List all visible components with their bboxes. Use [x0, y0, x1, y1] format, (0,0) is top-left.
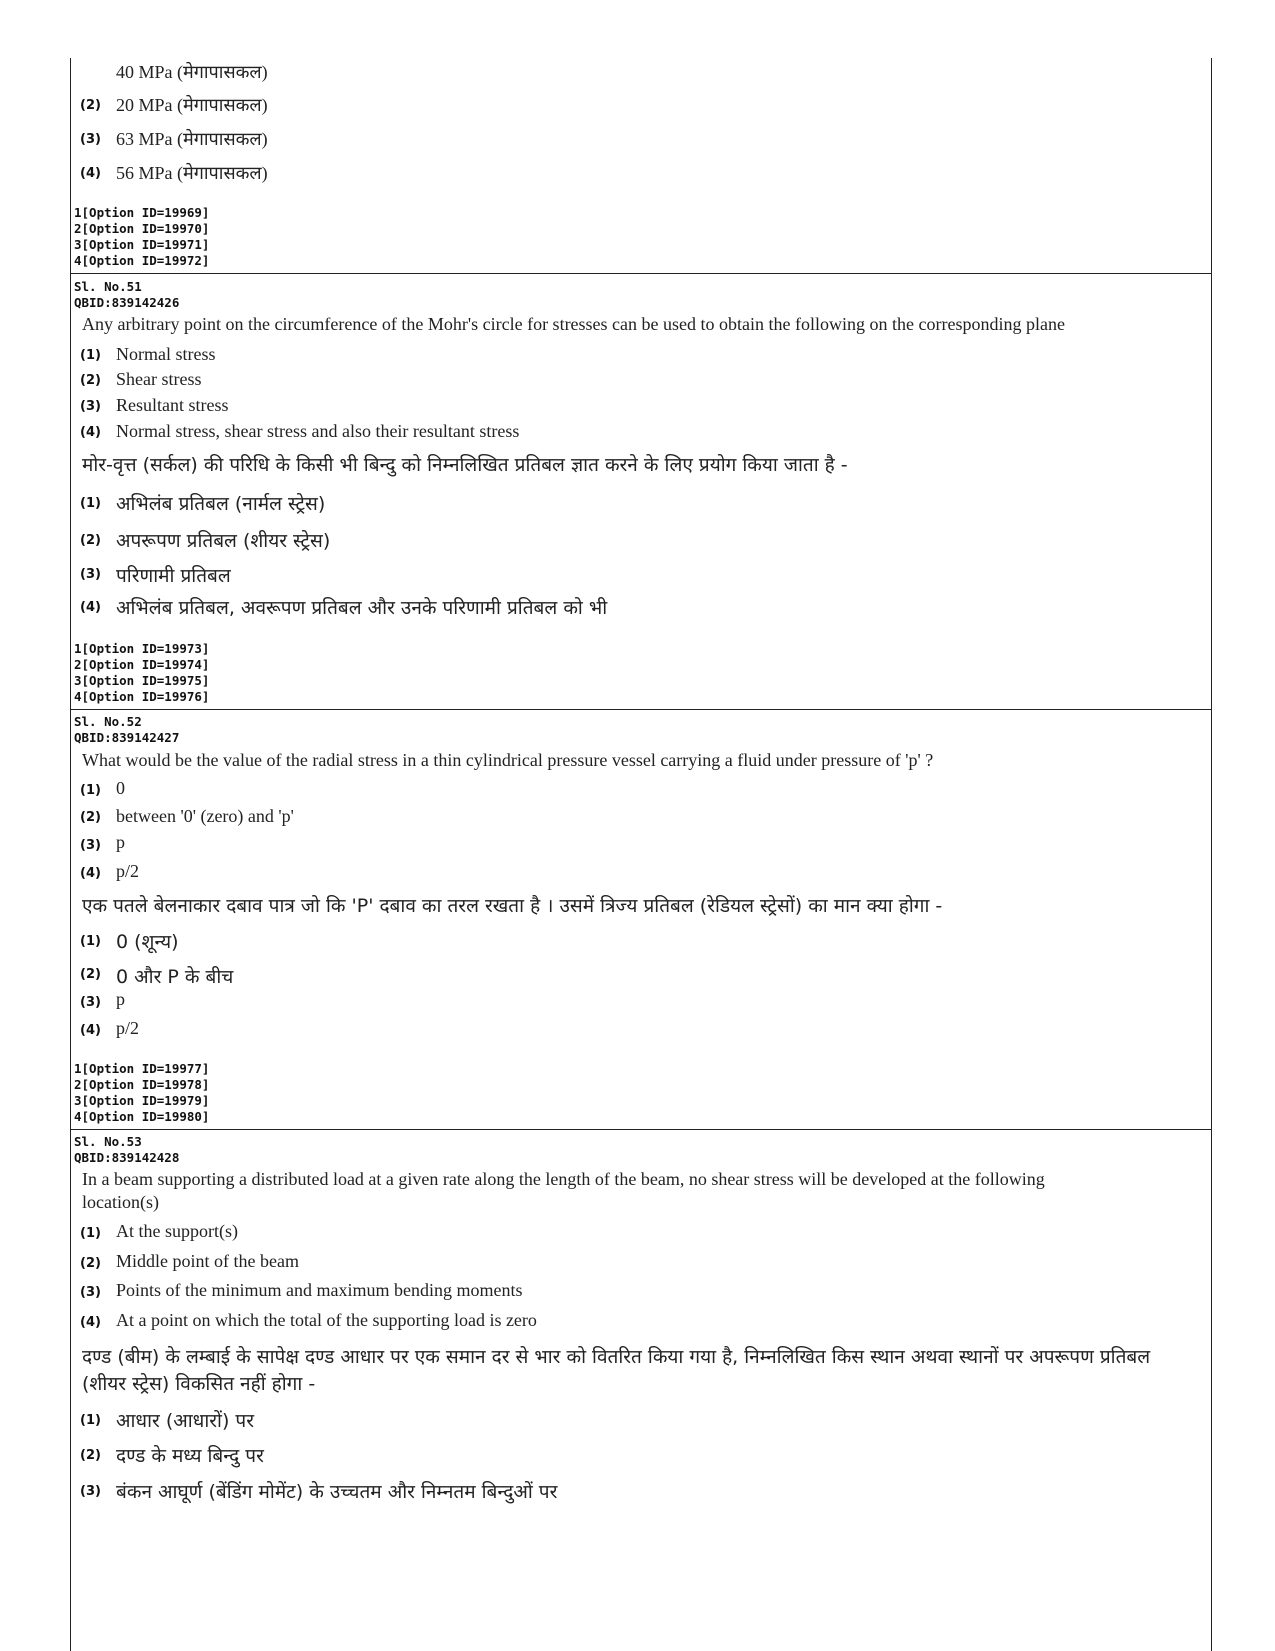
option-number: (2): [80, 98, 101, 113]
option-id: 2[Option ID=19970]: [74, 221, 210, 236]
option-text: Points of the minimum and maximum bending moments: [116, 1280, 523, 1300]
question-text-english: What would be the value of the radial stress in a thin cylindrical pressure vessel carrying a fluid under pressure of 'p' ?: [82, 750, 934, 770]
option-number: (1): [80, 496, 101, 511]
serial-number: Sl. No.52: [74, 714, 142, 729]
question-text-hindi: दण्ड (बीम) के लम्बाई के सापेक्ष दण्ड आधार पर एक समान दर से भार को वितरित किया गया है, निम्नलिखित किस स्थान अथवा स्थानों पर अपरूपण प्रतिबल (शीयर स्ट्रेस) विकसित नहीं होगा -: [82, 1346, 1151, 1395]
option-number: (3): [80, 132, 101, 147]
option-text: दण्ड के मध्य बिन्दु पर: [116, 1445, 264, 1467]
option-number: (1): [80, 1226, 101, 1241]
option-text: Middle point of the beam: [116, 1251, 299, 1271]
question-header: [74, 1134, 179, 1166]
question-divider: [70, 273, 1212, 274]
option-text: बंकन आघूर्ण (बेंडिंग मोमेंट) के उच्चतम और निम्नतम बिन्दुओं पर: [116, 1481, 558, 1503]
option-text: आधार (आधारों) पर: [116, 1410, 254, 1432]
option-text: p: [116, 832, 125, 852]
option-number: (3): [80, 567, 101, 582]
option-text: 56 MPa (मेगापासकल): [116, 163, 268, 183]
option-text: Normal stress, shear stress and also their resultant stress: [116, 421, 520, 441]
question-divider: [70, 1129, 1212, 1130]
option-number: (4): [80, 425, 101, 440]
option-id: 4[Option ID=19980]: [74, 1109, 210, 1124]
option-text: 20 MPa (मेगापासकल): [116, 95, 268, 115]
option-number: (2): [80, 1448, 101, 1463]
option-text: Shear stress: [116, 369, 202, 389]
option-id-list: [74, 1061, 209, 1125]
option-number: (2): [80, 1256, 101, 1271]
qbid: QBID:839142428: [74, 1150, 180, 1165]
option-id: 1[Option ID=19969]: [74, 205, 210, 220]
option-id: 1[Option ID=19977]: [74, 1061, 210, 1076]
option-text: p: [116, 989, 125, 1009]
option-number: (3): [80, 1484, 101, 1499]
option-text: Resultant stress: [116, 395, 229, 415]
qbid: QBID:839142426: [74, 295, 180, 310]
option-text: अभिलंब प्रतिबल (नार्मल स्ट्रेस): [116, 493, 326, 515]
option-text: between '0' (zero) and 'p': [116, 806, 294, 826]
question-divider: [70, 709, 1212, 710]
option-text: परिणामी प्रतिबल: [116, 565, 231, 587]
option-text: 0 (शून्य): [116, 931, 179, 953]
question-text-hindi: एक पतले बेलनाकार दबाव पात्र जो कि 'P' दबाव का तरल रखता है । उसमें त्रिज्य प्रतिबल (रेडियल स्ट्रेसों) का मान क्या होगा -: [82, 895, 943, 917]
option-number: (2): [80, 810, 101, 825]
question-header: [74, 714, 179, 746]
serial-number: Sl. No.53: [74, 1134, 142, 1149]
option-id: 2[Option ID=19978]: [74, 1077, 210, 1092]
option-id: 3[Option ID=19975]: [74, 673, 210, 688]
option-number: (4): [80, 166, 101, 181]
question-header: [74, 279, 179, 311]
question-text-hindi: मोर-वृत्त (सर्कल) की परिधि के किसी भी बिन्दु को निम्नलिखित प्रतिबल ज्ञात करने के लिए प्रयोग किया जाता है -: [82, 454, 848, 476]
option-text: At the support(s): [116, 1221, 238, 1241]
option-id: 1[Option ID=19973]: [74, 641, 210, 656]
option-number: (4): [80, 866, 101, 881]
question-text-english: In a beam supporting a distributed load at a given rate along the length of the beam, no shear stress will be developed at the following location(s): [82, 1169, 1045, 1212]
option-id: 4[Option ID=19972]: [74, 253, 210, 268]
option-number: (3): [80, 995, 101, 1010]
serial-number: Sl. No.51: [74, 279, 142, 294]
option-id-list: [74, 205, 209, 269]
option-number: (3): [80, 1285, 101, 1300]
option-number: (2): [80, 533, 101, 548]
option-text: अपरूपण प्रतिबल (शीयर स्ट्रेस): [116, 530, 331, 552]
option-id: 2[Option ID=19974]: [74, 657, 210, 672]
option-text: p/2: [116, 1018, 140, 1038]
option-number: (2): [80, 373, 101, 388]
option-id-list: [74, 641, 209, 705]
option-number: (4): [80, 600, 101, 615]
option-text: 40 MPa (मेगापासकल): [116, 62, 268, 82]
option-id: 3[Option ID=19971]: [74, 237, 210, 252]
option-id: 4[Option ID=19976]: [74, 689, 210, 704]
option-number: (2): [80, 967, 101, 982]
option-text: 0: [116, 778, 125, 798]
option-text: 0 और P के बीच: [116, 966, 234, 988]
option-id: 3[Option ID=19979]: [74, 1093, 210, 1108]
option-number: (1): [80, 1413, 101, 1428]
option-text: 63 MPa (मेगापासकल): [116, 129, 268, 149]
option-text: Normal stress: [116, 344, 216, 364]
option-text: At a point on which the total of the supporting load is zero: [116, 1310, 537, 1330]
option-number: (4): [80, 1315, 101, 1330]
option-number: (1): [80, 934, 101, 949]
option-text: अभिलंब प्रतिबल, अवरूपण प्रतिबल और उनके परिणामी प्रतिबल को भी: [116, 597, 608, 619]
option-number: (3): [80, 399, 101, 414]
option-number: (1): [80, 348, 101, 363]
question-text-english: Any arbitrary point on the circumference of the Mohr's circle for stresses can be used to obtain the following on the corresponding plane: [82, 314, 1065, 334]
option-number: (3): [80, 838, 101, 853]
qbid: QBID:839142427: [74, 730, 180, 745]
option-text: p/2: [116, 861, 140, 881]
option-number: (4): [80, 1023, 101, 1038]
option-number: (1): [80, 783, 101, 798]
